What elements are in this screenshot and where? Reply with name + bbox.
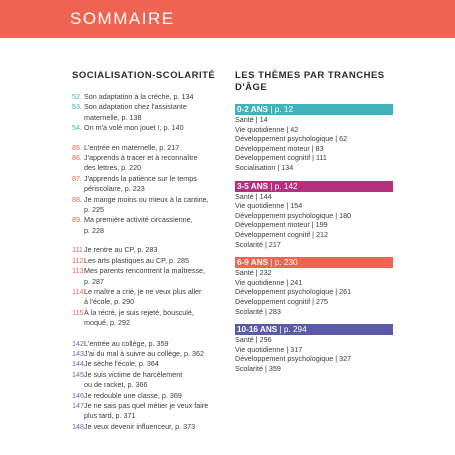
toc-entry-text: L'entrée en maternelle, p. 217: [84, 142, 180, 152]
toc-entry-number: 112.: [72, 255, 86, 265]
toc-entry[interactable]: [72, 422, 232, 432]
toc-entry-text: J'apprends à tracer et à reconnaître: [84, 153, 198, 163]
toc-group: [72, 92, 232, 134]
toc-entry[interactable]: [72, 256, 232, 266]
toc-entry-text: Les arts plastiques au CP, p. 285: [84, 255, 189, 265]
toc-entry-text: Ma première activité circassienne,: [84, 215, 193, 225]
age-section: [235, 324, 393, 373]
toc-entry-number: 52.: [72, 92, 82, 101]
page-title: SOMMAIRE: [70, 9, 175, 28]
right-heading-line1: LES THÈMES PAR TRANCHES: [235, 70, 385, 81]
age-section: [235, 257, 393, 316]
toc-entry[interactable]: [72, 153, 232, 174]
left-groups: [72, 92, 232, 432]
toc-entry[interactable]: [72, 370, 232, 391]
toc-group: [72, 339, 232, 433]
theme-item[interactable]: Socialisation | 134: [235, 162, 294, 172]
toc-entry-text: ou de racket, p. 366: [84, 380, 148, 390]
toc-entry[interactable]: [72, 266, 232, 287]
toc-entry-number: 144.: [72, 359, 86, 369]
toc-entry-number: 142.: [72, 338, 86, 348]
age-band-label: 10-16 ANS: [237, 325, 278, 335]
toc-entry-text: Je rentre au CP, p. 283: [84, 245, 158, 255]
theme-item[interactable]: Vie quotidienne | 241: [235, 277, 303, 287]
toc-entry-text: à l'école, p. 290: [84, 297, 135, 307]
toc-entry-number: 87.: [72, 173, 82, 183]
toc-entry[interactable]: [72, 308, 232, 329]
age-band-header[interactable]: [235, 181, 393, 192]
toc-entry[interactable]: [72, 359, 232, 369]
toc-entry-number: 86.: [72, 153, 82, 163]
toc-entry-text: p. 287: [84, 276, 104, 286]
toc-entry-number: 88.: [72, 194, 82, 204]
theme-item[interactable]: Vie quotidienne | 317: [235, 344, 303, 354]
age-band-page: p. 294: [283, 325, 307, 335]
toc-entry[interactable]: [72, 102, 232, 123]
toc-entry[interactable]: [72, 143, 232, 153]
toc-entry-text: p. 225: [84, 205, 104, 215]
toc-entry[interactable]: [72, 245, 232, 255]
age-section: [235, 104, 393, 173]
age-band-header[interactable]: [235, 104, 393, 115]
age-band-label: 3-5 ANS: [237, 181, 269, 191]
theme-item[interactable]: Développement psychologique | 62: [235, 134, 348, 144]
toc-entry-text: J'apprends la patience sur le temps: [84, 173, 197, 183]
toc-entry-text: Mes parents rencontrent la maîtresse,: [84, 266, 206, 276]
header-band: [0, 0, 455, 38]
toc-entry-text: J'ai du mal à suivre au collège, p. 362: [84, 348, 205, 358]
toc-entry-text: Je redouble une classe, p. 369: [84, 390, 182, 400]
theme-item[interactable]: Développement moteur | 199: [235, 220, 328, 230]
age-band-header[interactable]: [235, 257, 393, 268]
toc-entry-number: 53.: [72, 102, 82, 112]
theme-item[interactable]: Santé | 14: [235, 115, 268, 124]
toc-entry-number: 54.: [72, 123, 82, 133]
toc-entry-number: 145.: [72, 369, 86, 379]
toc-entry-text: périscolaire, p. 223: [84, 184, 145, 194]
theme-item[interactable]: Développement psychologique | 180: [235, 210, 352, 220]
toc-entry-text: Son adaptation à la crèche, p. 134: [84, 92, 194, 101]
theme-item[interactable]: Développement moteur | 83: [235, 143, 324, 153]
toc-entry-text: On m'a volé mon jouet !, p. 140: [84, 123, 184, 133]
right-bands: [235, 104, 393, 373]
toc-entry[interactable]: [72, 92, 232, 102]
age-band-header[interactable]: [235, 324, 393, 335]
toc-entry[interactable]: [72, 123, 232, 133]
toc-entry[interactable]: [72, 349, 232, 359]
toc-entry-number: 148.: [72, 421, 86, 431]
theme-item[interactable]: Développement psychologique | 261: [235, 287, 352, 297]
toc-entry-text: Je veux devenir influenceur, p. 373: [84, 421, 196, 431]
age-band-page: p. 230: [274, 258, 298, 268]
theme-item[interactable]: Santé | 144: [235, 191, 272, 201]
toc-entry-number: 143.: [72, 348, 86, 358]
toc-entry-text: Son adaptation chez l'assistante: [84, 102, 187, 112]
toc-entry[interactable]: [72, 391, 232, 401]
theme-item[interactable]: Vie quotidienne | 42: [235, 124, 299, 134]
toc-entry-text: p. 228: [84, 225, 104, 235]
age-band-label: 0-2 ANS: [237, 105, 269, 114]
toc-entry-number: 146.: [72, 390, 86, 400]
theme-item[interactable]: Scolarité | 359: [235, 363, 281, 373]
theme-item[interactable]: Scolarité | 283: [235, 306, 281, 316]
age-band-separator: |: [268, 181, 275, 191]
toc-entry-number: 85.: [72, 142, 82, 152]
theme-item[interactable]: Développement psychologique | 327: [235, 354, 352, 364]
toc-entry[interactable]: [72, 215, 232, 236]
age-section: [235, 181, 393, 250]
theme-item[interactable]: Santé | 232: [235, 268, 272, 278]
right-column: [235, 70, 393, 373]
toc-entry-text: des lettres, p. 220: [84, 163, 142, 173]
toc-entry-text: Je ne sais pas quel métier je veux faire: [84, 400, 209, 410]
age-band-page: p. 12: [274, 105, 293, 114]
right-heading-line2: D'ÂGE: [235, 82, 268, 93]
theme-item[interactable]: Développement cognitif | 212: [235, 229, 328, 239]
left-heading: SOCIALISATION-SCOLARITÉ: [72, 70, 216, 81]
theme-item[interactable]: Développement cognitif | 275: [235, 296, 328, 306]
toc-entry-text: Je mange moins ou mieux à la cantine,: [84, 194, 209, 204]
age-band-page: p. 142: [274, 181, 298, 191]
toc-entry-text: À la récré, je suis rejeté, bousculé,: [84, 307, 194, 317]
theme-item[interactable]: Scolarité | 217: [235, 239, 281, 249]
age-band-label: 6-9 ANS: [237, 258, 269, 268]
toc-entry-number: 89.: [72, 215, 82, 225]
toc-entry[interactable]: [72, 401, 232, 422]
toc-entry-text: Je sèche l'école, p. 364: [84, 359, 159, 369]
toc-entry-text: Je suis victime de harcèlement: [84, 369, 183, 379]
age-band-separator: |: [277, 325, 284, 335]
toc-entry-number: 115.: [72, 307, 86, 317]
age-band-separator: |: [268, 258, 275, 268]
toc-entry-text: plus tard, p. 371: [84, 411, 136, 421]
toc-entry[interactable]: [72, 195, 232, 216]
theme-item[interactable]: Développement cognitif | 111: [235, 153, 327, 163]
theme-item[interactable]: Vie quotidienne | 154: [235, 201, 303, 211]
toc-entry-text: Le maître a crié, je ne veux plus aller: [84, 286, 202, 296]
left-column: [72, 70, 232, 432]
toc-entry-text: L'entrée au collège, p. 359: [84, 338, 169, 348]
toc-entry-number: 114.: [72, 286, 86, 296]
toc-entry-number: 111.: [72, 245, 85, 255]
toc-entry[interactable]: [72, 174, 232, 195]
toc-entry[interactable]: [72, 339, 232, 349]
toc-entry-text: moqué, p. 292: [84, 318, 130, 328]
toc-group: [72, 143, 232, 237]
toc-entry-text: maternelle, p. 138: [84, 112, 142, 122]
toc-entry[interactable]: [72, 287, 232, 308]
toc-entry-number: 113.: [72, 266, 86, 276]
toc-entry-number: 147.: [72, 400, 86, 410]
age-band-separator: |: [268, 105, 275, 114]
theme-item[interactable]: Santé | 296: [235, 335, 272, 345]
toc-group: [72, 245, 232, 328]
